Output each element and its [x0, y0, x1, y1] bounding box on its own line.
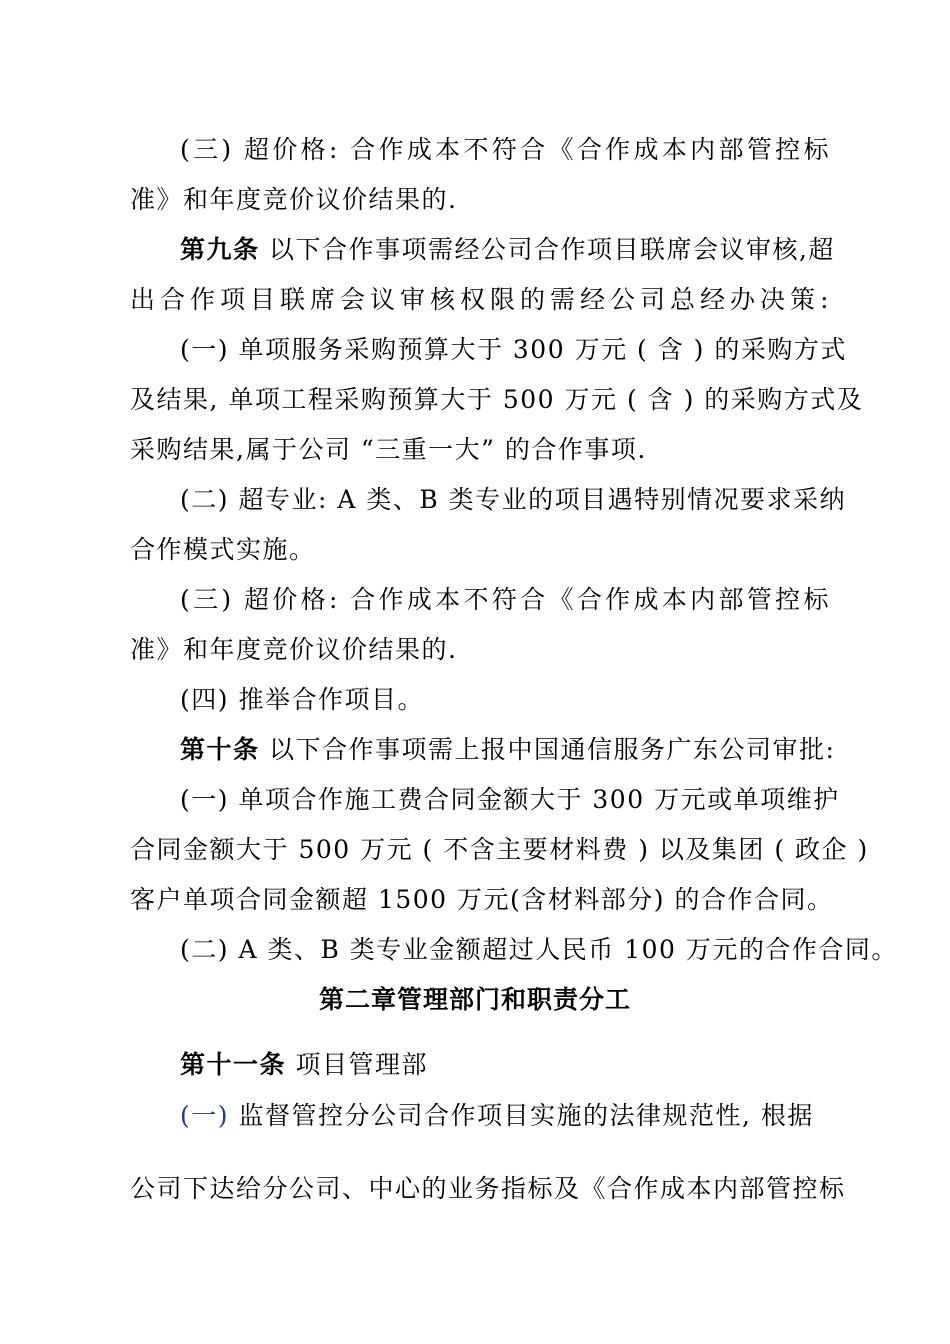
- article-11-line: [180, 1049, 830, 1081]
- paragraph-line: (二) 超专业: A 类、B 类专业的项目遇特别情况要求采纳: [180, 485, 847, 514]
- article-10-line: [180, 734, 836, 766]
- paragraph-line: 出合作项目联席会议审核权限的需经公司总经办决策:: [130, 285, 830, 314]
- article-9-line: [180, 234, 835, 266]
- paragraph-line: 公司下达给分公司、中心的业务指标及《合作成本内部管控标: [130, 1174, 846, 1203]
- paragraph-line: (三) 超价格: 合作成本不符合《合作成本内部管控标: [180, 135, 830, 164]
- paragraph-line: (三) 超价格: 合作成本不符合《合作成本内部管控标: [180, 585, 830, 614]
- paragraph-line: (一) 单项合作施工费合同金额大于 300 万元或单项维护: [180, 785, 840, 814]
- paragraph-line: 合同金额大于 500 万元 ( 不含主要材料费 ) 以及集团 ( 政企 ): [130, 835, 869, 864]
- chapter-heading: 第二章管理部门和职责分工: [318, 985, 631, 1014]
- paragraph-line: 及结果, 单项工程采购预算大于 500 万元 ( 含 ) 的采购方式及: [130, 385, 864, 414]
- paragraph-line: 客户单项合同金额超 1500 万元(含材料部分) 的合作合同。: [130, 885, 834, 914]
- article-10-title: 第十条: [180, 735, 260, 764]
- article-11-title: 第十一条: [180, 1050, 287, 1079]
- article-11-text: 项目管理部: [286, 1050, 428, 1079]
- paragraph-line: (四) 推举合作项目。: [180, 685, 424, 714]
- paragraph-line: 准》和年度竞价议价结果的.: [130, 185, 458, 214]
- paragraph-line: 合作模式实施。: [130, 535, 316, 564]
- paragraph-line: 准》和年度竞价议价结果的.: [130, 635, 458, 664]
- list-marker: (一): [180, 1101, 230, 1130]
- paragraph-text: 监督管控分公司合作项目实施的法律规范性, 根据: [229, 1101, 814, 1130]
- paragraph-line: [180, 1100, 830, 1132]
- paragraph-line: (二) A 类、B 类专业金额超过人民币 100 万元的合作合同。: [180, 935, 898, 964]
- article-10-text: 以下合作事项需上报中国通信服务广东公司审批:: [259, 735, 836, 764]
- article-9-text: 以下合作事项需经公司合作项目联席会议审核,超: [259, 235, 835, 264]
- paragraph-line: (一) 单项服务采购预算大于 300 万元 ( 含 ) 的采购方式: [180, 335, 847, 364]
- paragraph-line: 采购结果,属于公司 “三重一大” 的合作事项.: [130, 435, 647, 464]
- article-9-title: 第九条: [180, 235, 260, 264]
